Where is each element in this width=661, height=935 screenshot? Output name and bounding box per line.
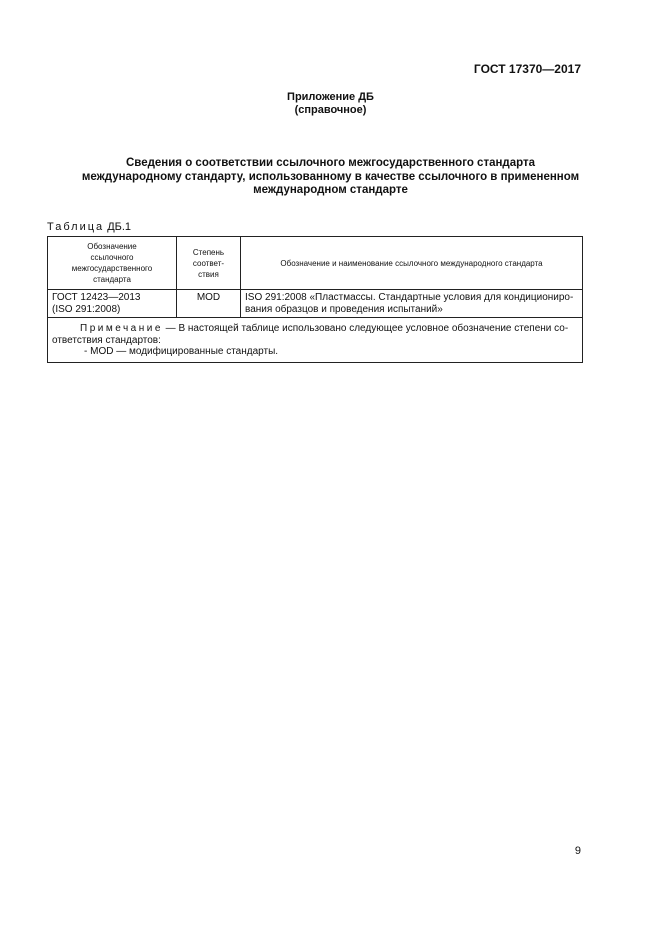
appendix-subtitle: (справочное) [294,104,367,116]
table-caption [47,221,131,233]
heading-line-1: Сведения о соответствии ссылочного межгосударственного стандарта [125,157,536,169]
appendix-heading [0,91,661,117]
header-international: Обозначение и наименование ссылочного международного стандарта [241,237,583,290]
document-code: ГОСТ 17370—2017 [473,62,581,76]
note-text-1: — В настоящей таблице использовано следующее условное обозначение степени со- [162,323,569,334]
appendix-title: Приложение ДБ [287,91,374,103]
header-degree-line-3: ствия [198,269,219,279]
header-designation [48,237,177,290]
header-designation-line-3: межгосударственного [71,264,153,273]
section-heading [60,157,601,198]
table-note-row [48,318,583,363]
header-degree [177,237,241,290]
header-degree-line-1: Степень [192,247,225,257]
header-designation-line-1: Обозначение [87,242,137,251]
designation-line-1: ГОСТ 12423—2013 [52,292,141,303]
table-row [48,290,583,318]
note-item: - MOD — модифицированные стандарты. [84,346,279,357]
note-text-2: ответствия стандартов: [52,334,161,346]
international-line-2: вания образцов и проведения испытаний» [245,303,443,315]
heading-line-2: международному стандарту, использованному в качестве ссылочного в примененном [81,170,580,183]
standards-table [47,236,583,363]
cell-designation [48,290,177,318]
header-designation-line-2: ссылочного [90,253,134,262]
table-caption-number: ДБ.1 [107,221,132,233]
cell-degree: MOD [177,290,241,318]
international-line-1: ISO 291:2008 «Пластмассы. Стандартные условия для кондициониро- [245,292,574,303]
table-note [48,318,583,363]
table-header-row [48,237,583,290]
note-line-1 [52,323,578,335]
note-label: Примечание [80,323,163,334]
header-designation-line-4: стандарта [93,275,131,284]
designation-line-2: (ISO 291:2008) [52,303,121,315]
page-number: 9 [574,845,581,857]
cell-international [241,290,583,318]
heading-line-3: международном стандарте [253,184,408,196]
table-caption-prefix: Таблица [47,221,105,233]
header-degree-line-2: соответ- [192,258,225,268]
